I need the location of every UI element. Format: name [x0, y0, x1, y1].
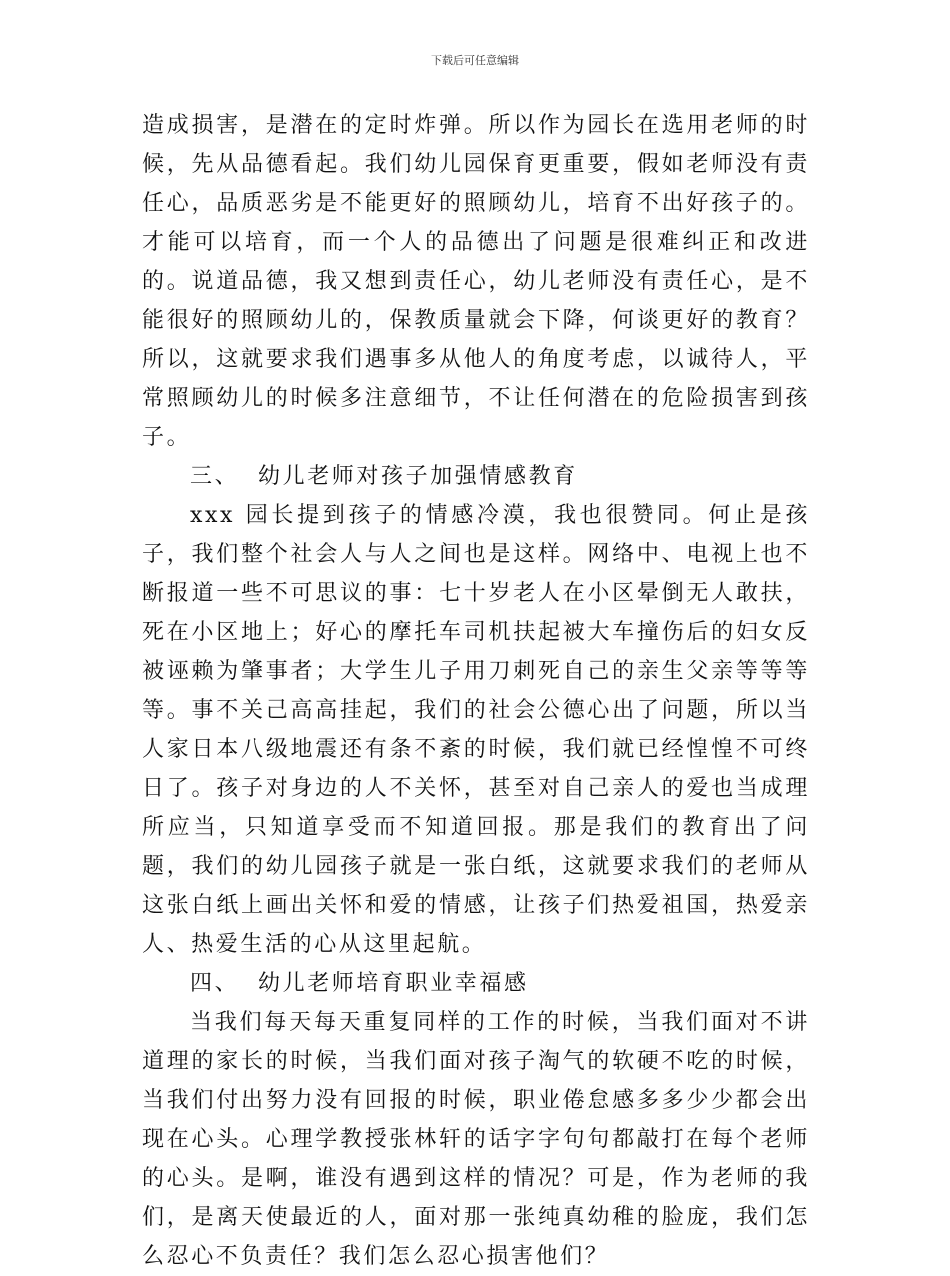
section-number: 四、: [190, 971, 240, 996]
paragraph-emotional-education: xxx 园长提到孩子的情感冷漠，我也很赞同。何止是孩子，我们整个社会人与人之间也是这样。网络中、电视上也不断报道一些不可思议的事：七十岁老人在小区晕倒无人敢扶，死在小区地上；好心的摩托车司机扶起被大车撞伤后的妇女反被诬赖为肇事者；大学生儿子用刀刺死自己的亲生父亲等等等等。事不关己高高挂起，我们的社会公德心出了问题，所以当人家日本八级地震还有条不紊的时候，我们就已经惶惶不可终日了。孩子对身边的人不关怀，甚至对自己亲人的爱也当成理所应当，只知道享受而不知道回报。那是我们的教育出了问题，我们的幼儿园孩子就是一张白纸，这就要求我们的老师从这张白纸上画出关怀和爱的情感，让孩子们热爱祖国，热爱亲人、热爱生活的心从这里起航。: [142, 503, 810, 957]
section-heading-4: [142, 964, 810, 1003]
paragraph-job-happiness: 当我们每天每天重复同样的工作的时候，当我们面对不讲道理的家长的时候，当我们面对孩子淘气的软硬不吃的时候，当我们付出努力没有回报的时候，职业倦怠感多多少少都会出现在心头。心理学教授张林轩的话字字句句都敲打在每个老师的心头。是啊，谁没有遇到这样的情况？可是，作为老师的我们，是离天使最近的人，面对那一张纯真幼稚的脸庞，我们怎么忍心不负责任？我们怎么忍心损害他们？: [142, 1010, 810, 1269]
section-heading-3: [142, 457, 810, 496]
section-title: 幼儿老师对孩子加强情感教育: [258, 464, 578, 489]
page-header: 下载后可任意编辑: [431, 54, 519, 67]
paragraph-character: 造成损害，是潜在的定时炸弹。所以作为园长在选用老师的时候，先从品德看起。我们幼儿园保育更重要，假如老师没有责任心，品质恶劣是不能更好的照顾幼儿，培育不出好孩子的。才能可以培育，而一个人的品德出了问题是很难纠正和改进的。说道品德，我又想到责任心，幼儿老师没有责任心，是不能很好的照顾幼儿的，保教质量就会下降，何谈更好的教育？所以，这就要求我们遇事多从他人的角度考虑，以诚待人，平常照顾幼儿的时候多注意细节，不让任何潜在的危险损害到孩子。: [142, 113, 810, 450]
document-body: [142, 106, 810, 1276]
section-number: 三、: [190, 464, 240, 489]
section-title: 幼儿老师培育职业幸福感: [258, 971, 529, 996]
